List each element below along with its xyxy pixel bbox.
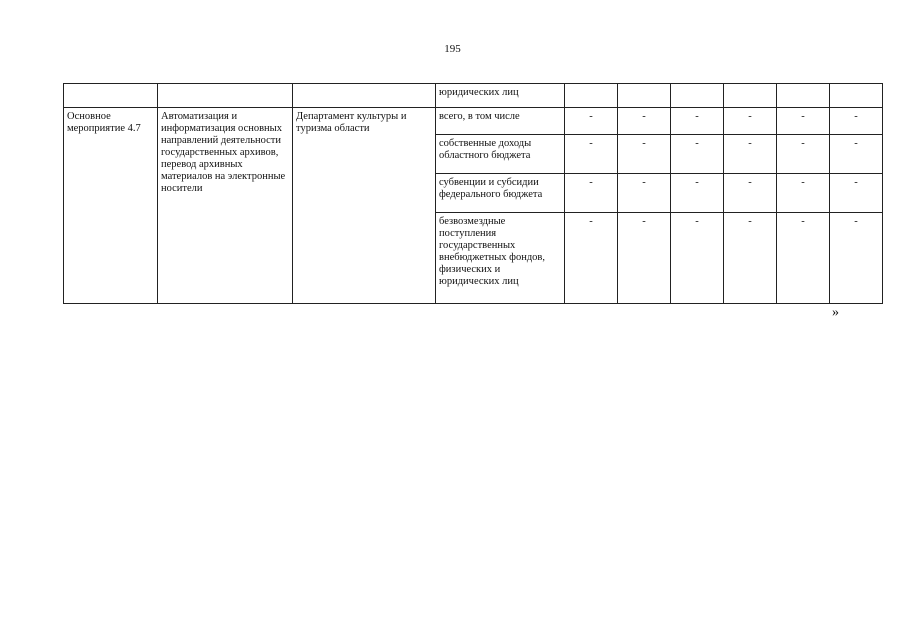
empty-cell: [724, 84, 777, 108]
funding-source-cell: всего, в том числе: [436, 108, 565, 135]
empty-cell: [64, 84, 158, 108]
empty-cell: [830, 84, 883, 108]
value-cell: -: [724, 213, 777, 304]
funding-source-cell: субвенции и субсидии федерального бюджета: [436, 174, 565, 213]
empty-cell: [618, 84, 671, 108]
value-cell: -: [777, 135, 830, 174]
funding-source-cell: собственные доходы областного бюджета: [436, 135, 565, 174]
value-cell: -: [830, 135, 883, 174]
value-cell: -: [724, 174, 777, 213]
value-cell: -: [618, 213, 671, 304]
event-code-cell: Основное мероприятие 4.7: [64, 108, 158, 304]
value-cell: -: [565, 213, 618, 304]
value-cell: -: [777, 108, 830, 135]
closing-quote: »: [832, 305, 839, 320]
value-cell: -: [671, 108, 724, 135]
value-cell: -: [618, 108, 671, 135]
empty-cell: [158, 84, 293, 108]
value-cell: -: [618, 135, 671, 174]
value-cell: -: [671, 174, 724, 213]
value-cell: -: [565, 135, 618, 174]
value-cell: -: [565, 108, 618, 135]
empty-cell: [293, 84, 436, 108]
value-cell: -: [724, 108, 777, 135]
empty-cell: [565, 84, 618, 108]
value-cell: -: [830, 108, 883, 135]
value-cell: -: [724, 135, 777, 174]
continuation-row: [64, 84, 883, 108]
value-cell: -: [671, 213, 724, 304]
empty-cell: [671, 84, 724, 108]
value-cell: -: [830, 174, 883, 213]
funding-source-cell: юридических лиц: [436, 84, 565, 108]
funding-source-cell: безвозмездные поступления государственных внебюджетных фондов, физических и юридических лиц: [436, 213, 565, 304]
value-cell: -: [618, 174, 671, 213]
empty-cell: [777, 84, 830, 108]
budget-table: [63, 83, 883, 304]
value-cell: -: [777, 174, 830, 213]
page-number: 195: [444, 43, 461, 55]
value-cell: -: [671, 135, 724, 174]
executor-cell: Департамент культуры и туризма области: [293, 108, 436, 304]
value-cell: -: [830, 213, 883, 304]
event-name-cell: Автоматизация и информатизация основных направлений деятельности государственных архивов, перевод архивных материалов на электронные носители: [158, 108, 293, 304]
value-cell: -: [565, 174, 618, 213]
value-cell: -: [777, 213, 830, 304]
table-row: [64, 108, 883, 135]
